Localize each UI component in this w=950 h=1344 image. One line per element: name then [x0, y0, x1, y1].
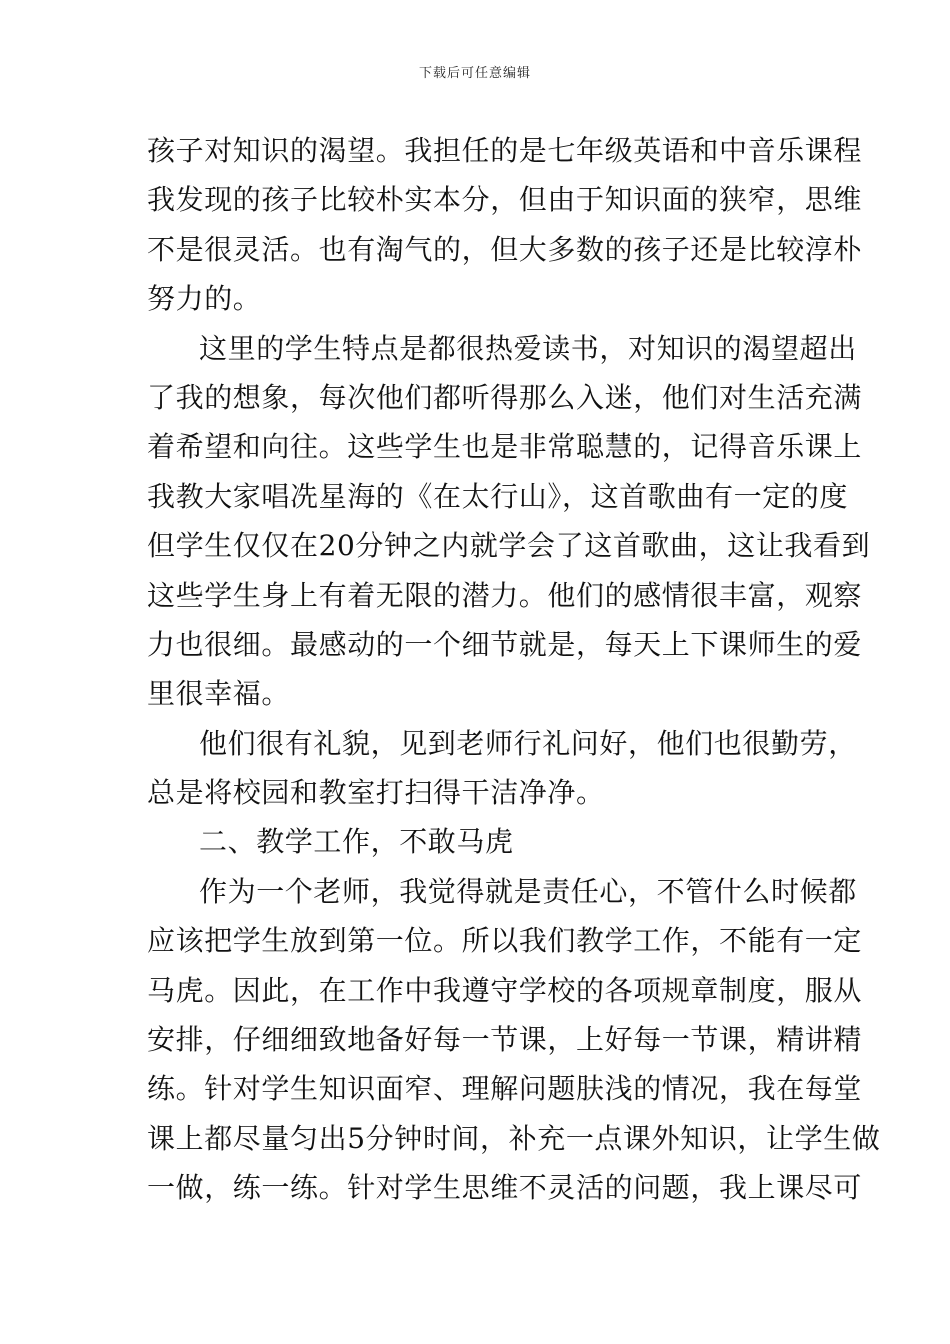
text-line: 努力的。: [147, 282, 262, 316]
text-line: 一做，练一练。针对学生思维不灵活的问题，我上课尽可: [147, 1171, 863, 1205]
text-line: 里很幸福。: [147, 677, 291, 711]
page-header: 下载后可任意编辑: [418, 66, 531, 81]
text-line: 着希望和向往。这些学生也是非常聪慧的，记得音乐课上: [147, 430, 863, 464]
text-line: 安排，仔细细致地备好每一节课，上好每一节课，精讲精: [147, 1023, 863, 1057]
text-line: 马虎。因此，在工作中我遵守学校的各项规章制度，服从: [147, 973, 863, 1007]
document-body: [147, 126, 881, 1213]
text-line: 但学生仅仅在20分钟之内就学会了这首歌曲，这让我看到: [147, 529, 871, 563]
text-line: 我教大家唱冼星海的《在太行山》，这首歌曲有一定的度: [147, 479, 849, 513]
text-line: 孩子对知识的渴望。我担任的是七年级英语和中音乐课程: [147, 134, 863, 167]
text-line: 课上都尽量匀出5分钟时间，补充一点课外知识，让学生做: [147, 1121, 881, 1155]
paragraph-start-line: 他们很有礼貌，见到老师行礼问好，他们也很勤劳，: [199, 726, 857, 760]
paragraph-start-line: 作为一个老师，我觉得就是责任心，不管什么时候都: [199, 874, 857, 908]
text-line: 了我的想象，每次他们都听得那么入迷，他们对生活充满: [147, 380, 863, 414]
text-line: 这些学生身上有着无限的潜力。他们的感情很丰富，观察: [147, 578, 863, 612]
paragraph-start-line: 这里的学生特点是都很热爱读书，对知识的渴望超出: [199, 331, 857, 365]
text-line: 应该把学生放到第一位。所以我们教学工作，不能有一定: [147, 924, 863, 958]
text-line: 我发现的孩子比较朴实本分，但由于知识面的狭窄，思维: [147, 183, 863, 217]
section-heading: 二、教学工作，不敢马虎: [199, 825, 514, 859]
text-line: 不是很灵活。也有淘气的，但大多数的孩子还是比较淳朴: [147, 232, 863, 266]
text-line: 练。针对学生知识面窄、理解问题肤浅的情况，我在每堂: [147, 1072, 863, 1106]
text-line: 力也很细。最感动的一个细节就是，每天上下课师生的爱: [147, 627, 863, 661]
text-line: 总是将校园和教室打扫得干洁净净。: [147, 776, 605, 810]
